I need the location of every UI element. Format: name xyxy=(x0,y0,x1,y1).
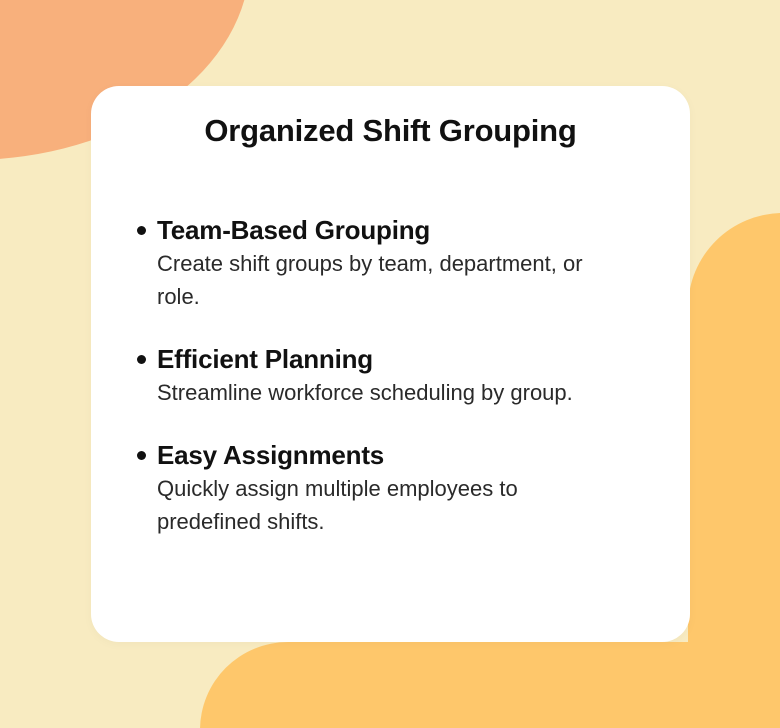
feature-heading: Efficient Planning xyxy=(157,344,373,374)
list-item xyxy=(91,214,690,313)
feature-list xyxy=(91,214,690,538)
feature-description: Quickly assign multiple employees to predefined shifts. xyxy=(157,476,518,534)
content-card xyxy=(91,86,690,642)
page-title: Organized Shift Grouping xyxy=(204,113,577,148)
list-item xyxy=(91,343,690,409)
feature-description: Create shift groups by team, department, or role. xyxy=(157,251,583,309)
bullet-icon xyxy=(137,226,146,235)
bullet-icon xyxy=(137,355,146,364)
list-item xyxy=(91,439,690,538)
feature-heading: Easy Assignments xyxy=(157,440,385,470)
decorative-blob-bottom xyxy=(200,642,780,728)
bullet-icon xyxy=(137,451,146,460)
feature-heading: Team-Based Grouping xyxy=(157,215,431,245)
feature-description: Streamline workforce scheduling by group. xyxy=(157,380,573,405)
